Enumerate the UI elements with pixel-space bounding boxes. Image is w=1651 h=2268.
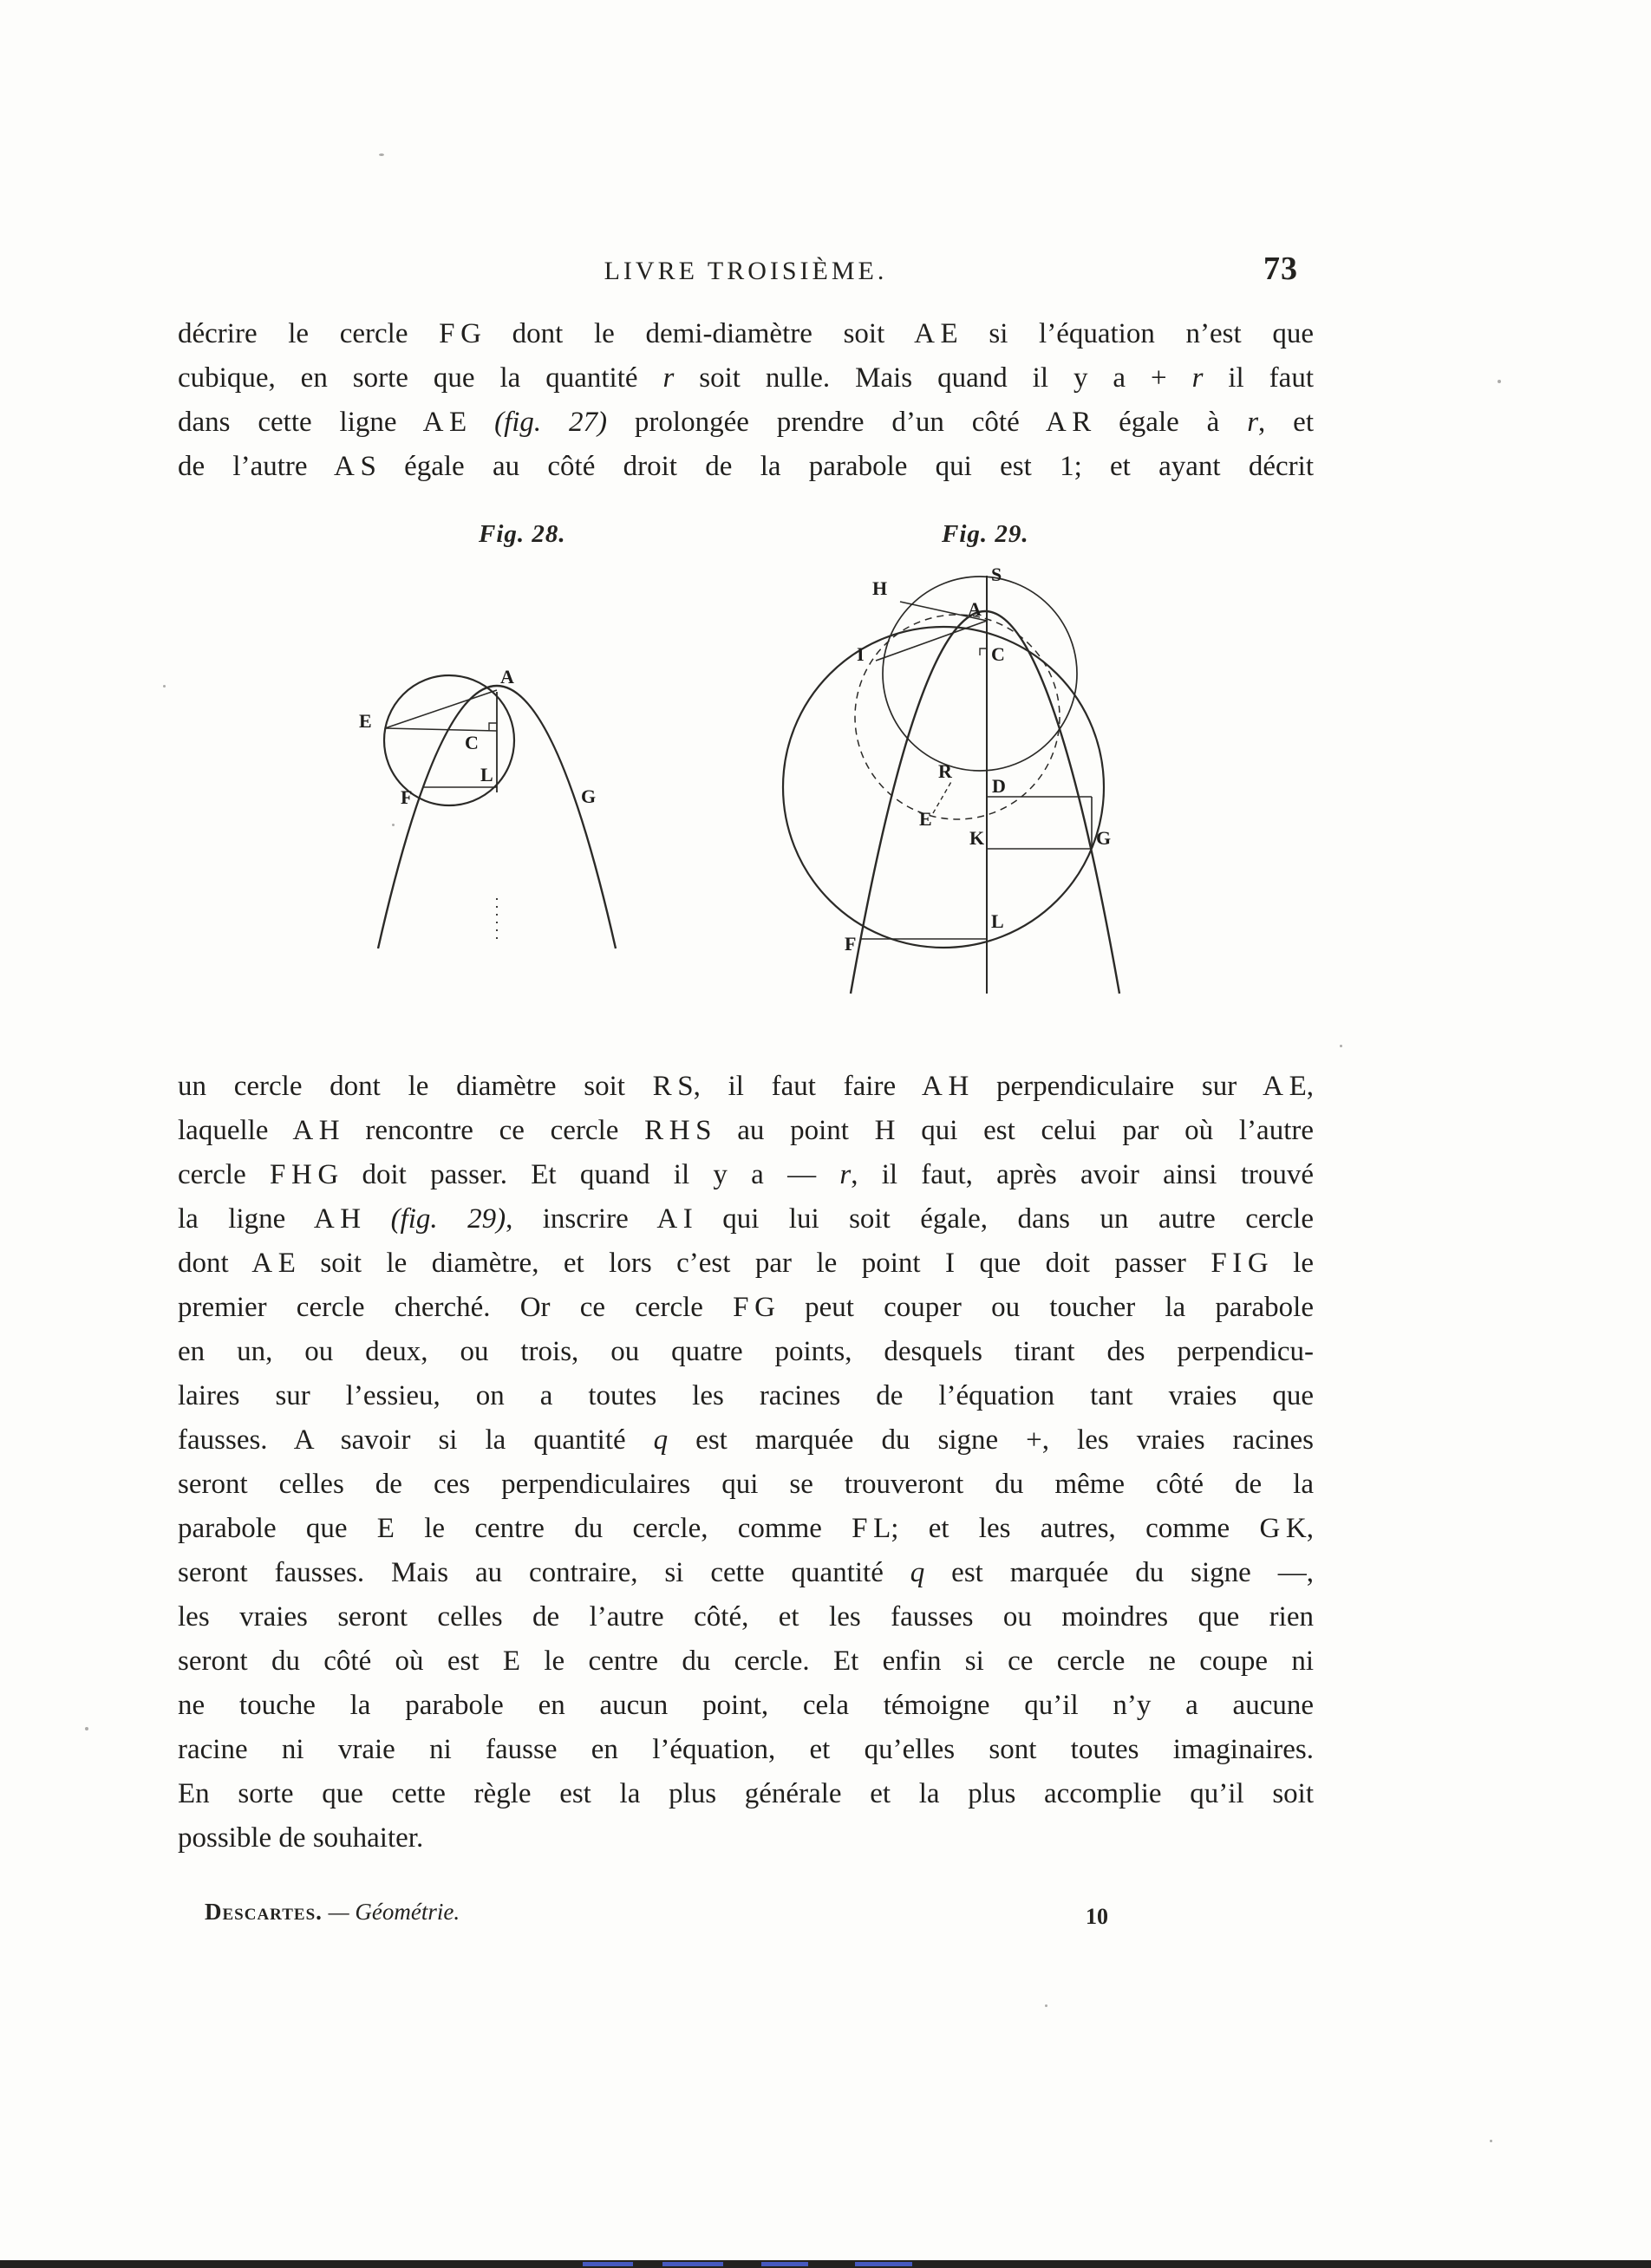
fig29-parabola [851,611,1119,994]
scan-speckle [163,685,166,688]
text-line: dont A E soit le diamètre, et lors c’est par le point I que doit passer F I G le [178,1248,1314,1279]
fig29-label-A: A [968,598,982,620]
scan-speckle [1340,1045,1342,1047]
scan-speckle [1498,380,1501,383]
page-number: 73 [1263,251,1298,287]
intro-paragraph [178,312,1314,489]
scan-speckle [1490,2140,1492,2142]
scan-edge-mark [662,2262,723,2266]
text-line: en un, ou deux, ou trois, ou quatre points, desquels tirant des perpendicu- [178,1336,1314,1367]
text-line: cercle F H G doit passer. Et quand il y a — r, il faut, après avoir ainsi trouvé [178,1159,1314,1190]
fig29-label-L: L [991,910,1004,932]
fig29-label-K: K [969,827,985,849]
fig29-label-D: D [992,775,1006,797]
fig28-label-G: G [581,785,597,807]
scan-speckle [392,824,395,826]
text-line: racine ni vraie ni fausse en l’équation, et qu’elles sont toutes imaginaires. [178,1734,1314,1765]
scan-edge-mark [855,2262,912,2266]
fig29-label-C: C [991,643,1005,665]
fig29-label-H: H [872,577,888,599]
fig29-circle-AIE-dashed [855,615,1060,819]
fig29-label-G: G [1096,827,1112,849]
text-line: seront du côté où est E le centre du cercle. Et enfin si ce cercle ne coupe ni [178,1646,1314,1677]
fig29-label-E: E [919,808,932,830]
text-line: décrire le cercle F G dont le demi-diamètre soit A E si l’équation n’est que [178,318,1314,349]
scan-edge-mark [761,2262,808,2266]
text-line: parabole que E le centre du cercle, comme F L; et les autres, comme G K, [178,1513,1314,1544]
text-line: cubique, en sorte que la quantité r soit nulle. Mais quand il y a + r il faut [178,362,1314,394]
fig28-label-F: F [401,786,413,808]
text-line: laquelle A H rencontre ce cercle R H S au point H qui est celui par où l’autre [178,1115,1314,1146]
text-line: les vraies seront celles de l’autre côté, et les fausses ou moindres que rien [178,1601,1314,1633]
fig28-right-angle-mark [489,723,497,731]
signature-number: 10 [1086,1904,1108,1929]
scan-speckle [1045,2004,1047,2007]
fig28-label-E: E [359,710,372,732]
text-line: de l’autre A S égale au côté droit de la parabole qui est 1; et ayant décrit [178,451,1314,482]
fig28-line-EC [385,728,497,731]
fig29-label-F: F [845,933,857,955]
fig29-label-I: I [857,643,865,665]
running-head [178,251,1314,297]
text-line: un cercle dont le diamètre soit R S, il faut faire A H perpendiculaire sur A E, [178,1071,1314,1102]
scan-speckle [85,1727,88,1730]
fig29-line-ER-dashed [933,780,952,813]
fig28-label-C: C [465,732,479,753]
fig29-circle-FHG [783,627,1104,948]
chapter-title: LIVRE TROISIÈME. [604,257,888,285]
scan-edge [0,2260,1651,2268]
text-line: laires sur l’essieu, on a toutes les racines de l’équation tant vraies que [178,1380,1314,1411]
fig29-right-angle-mark [980,648,987,655]
text-line: la ligne A H (fig. 29), inscrire A I qui lui soit égale, dans un autre cercle [178,1203,1314,1235]
text-line: premier cercle cherché. Or ce cercle F G peut couper ou toucher la parabole [178,1292,1314,1323]
text-line: ne touche la parabole en aucun point, cela témoigne qu’il n’y a aucune [178,1690,1314,1721]
text-line: dans cette ligne A E (fig. 27) prolongée prendre d’un côté A R égale à r, et [178,407,1314,438]
text-line: seront fausses. Mais au contraire, si cette quantité q est marquée du signe —, [178,1557,1314,1588]
fig28-label-L: L [480,764,493,785]
text-line: seront celles de ces perpendiculaires qui se trouveront du même côté de la [178,1469,1314,1500]
scan-edge-mark [583,2262,633,2266]
text-line: En sorte que cette règle est la plus générale et la plus accomplie qu’il soit [178,1778,1314,1809]
scan-speckle [379,153,384,156]
fig29-label-R: R [938,760,952,782]
colophon [205,1899,460,1926]
text-line: fausses. A savoir si la quantité q est marquée du signe +, les vraies racines [178,1424,1314,1456]
fig28-label-A: A [500,666,514,688]
figure-28 [328,638,701,952]
fig28-caption: Fig. 28. [479,520,566,548]
fig29-label-S: S [991,564,1002,585]
body-paragraph [178,1065,1314,1861]
colophon-work: — Géométrie. [328,1899,460,1925]
fig29-caption: Fig. 29. [942,520,1029,548]
figure-29 [768,564,1127,997]
colophon-author: Descartes. [205,1899,323,1925]
text-line: possible de souhaiter. [178,1822,424,1854]
